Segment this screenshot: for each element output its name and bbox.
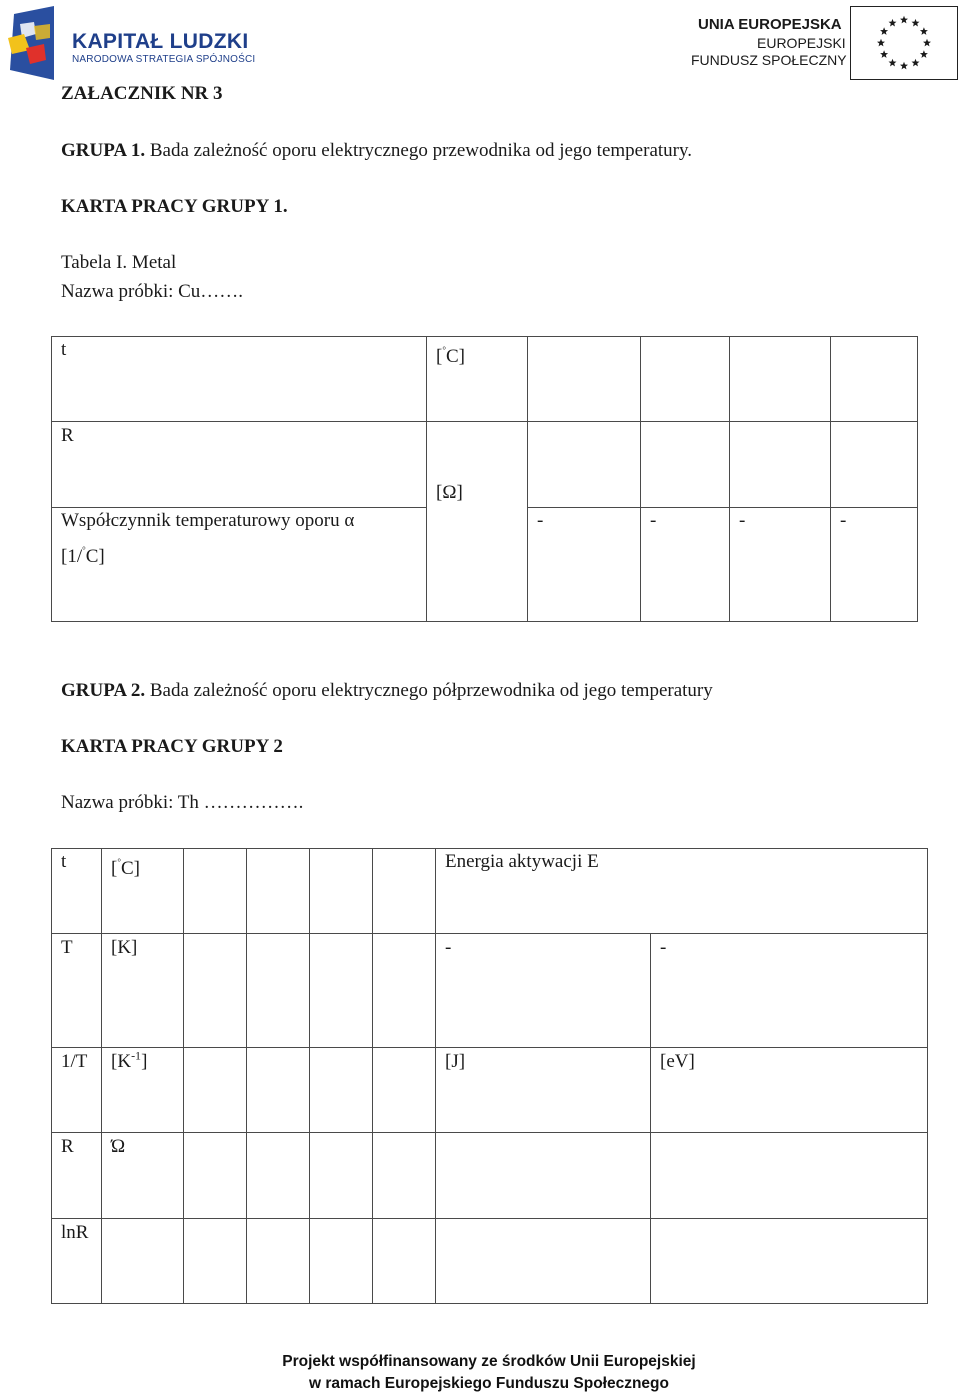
table1-cell <box>527 507 641 622</box>
table2-cell <box>246 1132 310 1219</box>
group2-card-title: KARTA PRACY GRUPY 2 <box>61 736 283 757</box>
table2-dash: - <box>660 937 667 958</box>
table2-cell <box>309 1218 373 1304</box>
table1-cell <box>51 421 427 508</box>
table2-cell <box>183 1047 247 1133</box>
group2-text: Bada zależność oporu elektrycznego półprzewodnika od jego temperatury <box>145 680 713 701</box>
eu-star-icon <box>889 59 897 67</box>
table2-joule-unit: [J] <box>445 1051 466 1072</box>
table2-cell <box>183 933 247 1048</box>
group1-text: Bada zależność oporu elektrycznego przewodnika od jego temperatury. <box>145 140 692 161</box>
table1-cell <box>729 421 831 508</box>
table1-r-unit: [Ω] <box>436 482 463 503</box>
table2-cell <box>309 848 373 934</box>
table2-cell <box>309 933 373 1048</box>
table1-cell <box>830 421 918 508</box>
table2-cell <box>309 1132 373 1219</box>
table2-cell <box>650 1132 928 1219</box>
footer-line2: w ramach Europejskiego Funduszu Społecznego <box>308 1375 669 1392</box>
ue-line1: UNIA EUROPEJSKA <box>698 16 842 33</box>
group1-label: GRUPA 1. <box>61 140 146 161</box>
table1-unit-cell <box>426 421 528 622</box>
footer-line1: Projekt współfinansowany ze środków Unii Europejskiej <box>282 1353 696 1370</box>
kl-title: KAPITAŁ LUDZKI <box>72 30 249 53</box>
group2-heading <box>61 679 713 703</box>
table2-energy-label: Energia aktywacji E <box>445 851 599 872</box>
table2-cell <box>183 1218 247 1304</box>
table2-cell <box>372 1047 436 1133</box>
table2-cell <box>650 933 928 1048</box>
group2-label: GRUPA 2. <box>61 680 146 701</box>
table2-cell <box>246 848 310 934</box>
eu-star-icon <box>900 62 908 70</box>
table2-cell <box>246 1218 310 1304</box>
table2-cell <box>246 933 310 1048</box>
table1-cell <box>640 421 730 508</box>
ue-line2: EUROPEJSKI <box>757 35 846 51</box>
table2-cell <box>51 933 102 1048</box>
table2-cell <box>51 848 102 934</box>
group1-card-title: KARTA PRACY GRUPY 1. <box>61 196 288 217</box>
kapital-ludzki-emblem-icon <box>4 4 56 82</box>
table2-T-label: T <box>61 937 73 958</box>
table2-cell <box>372 848 436 934</box>
eu-star-icon <box>877 39 885 47</box>
table1-dash: - <box>650 510 657 531</box>
table2-ev-unit: [eV] <box>660 1051 695 1072</box>
eu-flag-icon <box>850 6 958 80</box>
table1-cell <box>640 336 730 422</box>
table2-R-label: R <box>61 1136 74 1157</box>
table1-title: Tabela I. Metal <box>61 252 177 273</box>
ue-line3: FUNDUSZ SPOŁECZNY <box>691 52 847 68</box>
table2-invT-unit: $[K^{-1}]$ <box>111 1048 148 1072</box>
eu-star-icon <box>920 50 928 58</box>
table2-cell <box>435 1047 651 1133</box>
table1-dash: - <box>840 510 847 531</box>
table2-sample-name: Nazwa próbki: Th ……………. <box>61 792 304 813</box>
eu-star-icon <box>880 50 888 58</box>
table1-cell <box>51 336 427 422</box>
table1-cell <box>830 336 918 422</box>
table2-T-unit: [K] <box>111 937 138 958</box>
eu-star-icon <box>889 19 897 27</box>
eu-star-icon <box>912 19 920 27</box>
table2-invT-label: 1/T <box>61 1051 88 1072</box>
annex-title: ZAŁACZNIK NR 3 <box>61 83 223 104</box>
table1-dash: - <box>537 510 544 531</box>
table1-cell <box>527 336 641 422</box>
table1-sample-name: Nazwa próbki: Cu……. <box>61 281 244 302</box>
table1-dash: - <box>739 510 746 531</box>
table1-alpha-label: Współczynnik temperaturowy oporu α <box>61 510 355 531</box>
table1-cell <box>729 336 831 422</box>
eu-star-icon <box>912 59 920 67</box>
table2-cell <box>435 1132 651 1219</box>
table1-r-label: R <box>61 425 74 446</box>
table1-alpha-unit: [1/°C] <box>61 545 105 567</box>
table2-cell <box>435 1218 651 1304</box>
eu-star-icon <box>880 27 888 35</box>
table2-cell <box>372 1218 436 1304</box>
table1-t-label: t <box>61 339 67 360</box>
table2-t-unit: [°C] <box>111 857 140 879</box>
table2-cell <box>51 1132 102 1219</box>
kl-subtitle: NARODOWA STRATEGIA SPÓJNOŚCI <box>72 54 256 65</box>
table1-cell <box>527 421 641 508</box>
table2-cell <box>183 848 247 934</box>
table2-cell <box>246 1047 310 1133</box>
eu-star-icon <box>900 16 908 24</box>
table2-cell <box>372 1132 436 1219</box>
table2-t-label: t <box>61 851 67 872</box>
table2-cell <box>435 933 651 1048</box>
table2-cell <box>372 933 436 1048</box>
table2-lnR-label: lnR <box>61 1222 89 1243</box>
group1-heading <box>61 139 692 163</box>
table1-t-unit: [°C] <box>436 345 465 367</box>
table2-cell <box>650 1218 928 1304</box>
eu-star-icon <box>920 27 928 35</box>
table2-cell <box>183 1132 247 1219</box>
table2-cell <box>101 1218 184 1304</box>
table2-cell <box>309 1047 373 1133</box>
eu-star-icon <box>923 39 931 47</box>
table2-dash: - <box>445 937 452 958</box>
table2-R-unit: Ώ <box>111 1136 126 1157</box>
